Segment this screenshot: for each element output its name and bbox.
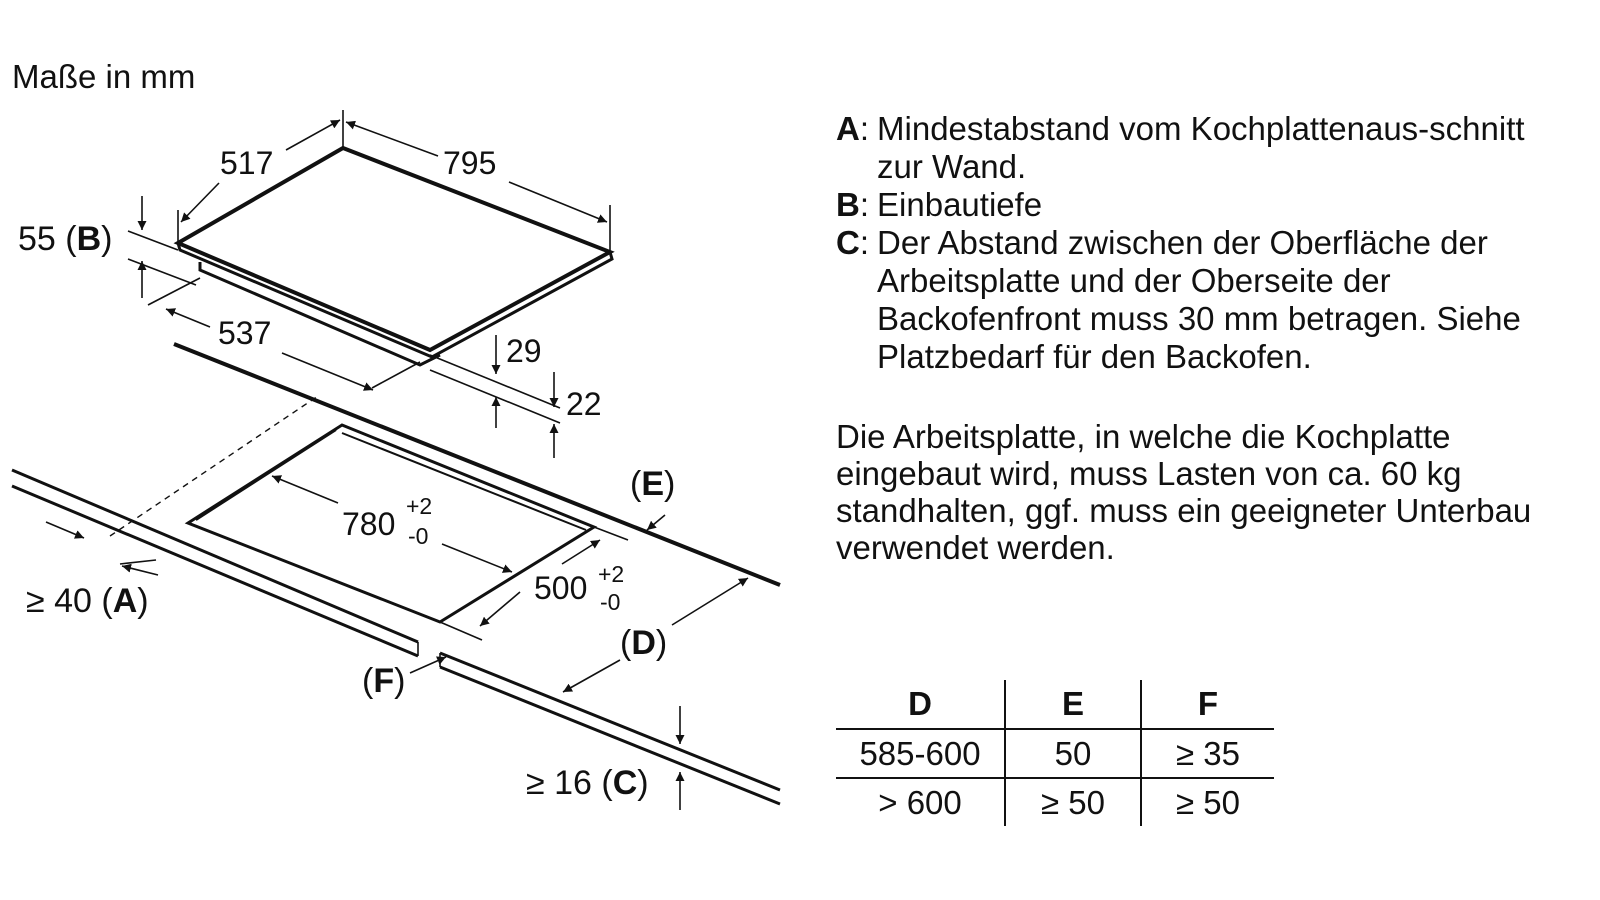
dim-c-open-paren: ( [591,764,613,802]
dim-517-label: 517 [220,145,274,181]
worktop-back-edge [174,344,780,585]
dim-c-label [526,764,649,802]
legend-key: C [836,224,860,261]
table-header-d: D [836,680,1005,729]
dim-a-label [26,582,149,620]
dim-55-open-paren: ( [55,220,77,258]
dim-e-close-paren: ) [664,465,676,503]
dim-55-label [18,220,113,258]
table-cell: 50 [1005,729,1141,778]
table-cell: > 600 [836,778,1005,826]
dim-e [647,515,665,530]
table-row [836,729,1274,778]
units-label: Maße in mm [12,58,196,95]
dim-22-label: 22 [566,386,602,422]
dim-500-tol-plus: +2 [598,561,625,587]
wall-reference-dashed [110,396,318,536]
dim-f-close-paren: ) [394,662,406,700]
dim-780-tol-minus: -0 [408,523,429,549]
dim-a-open-paren: ( [91,582,113,620]
dim-500-value: 500 [534,570,588,606]
dim-500-label [534,570,587,606]
dim-55-close-paren: ) [101,220,113,258]
worktop-drawing [12,344,780,804]
dim-d-close-paren: ) [655,624,668,662]
legend-key: B [836,186,860,223]
legend-item-a [836,110,1576,186]
clearance-table [836,680,1274,826]
dim-f-open-paren: ( [362,662,374,700]
legend-text: Der Abstand zwischen der Oberfläche der Arbeitsplatte und der Oberseite der Backofenfront muss 30 mm betragen. Siehe Platzbedarf für den Backofen. [877,224,1521,375]
legend-colon: : [859,110,870,147]
legend-colon: : [859,186,870,223]
dim-d-label [620,624,667,662]
dim-a [46,522,158,575]
table-cell: ≥ 35 [1141,729,1274,778]
dim-55-value: 55 [18,220,56,258]
dim-780-label [342,506,395,542]
dim-a-close-paren: ) [137,582,149,620]
legend-colon: : [859,224,870,261]
dim-c-close-paren: ) [637,764,649,802]
dim-e-key: E [641,465,665,503]
cutout-inner-edge-left [196,430,336,520]
load-note: Die Arbeitsplatte, in welche die Kochplatte eingebaut wird, muss Lasten von ca. 60 kg standhalten, ggf. muss ein geeigneter Unterbau verwendet werden. [836,418,1532,566]
dim-a-value: ≥ 40 [26,582,92,620]
legend-item-b [836,186,1576,224]
legend-key: A [836,110,860,147]
table-cell: 585-600 [836,729,1005,778]
dim-f-label [362,662,405,700]
table-cell: ≥ 50 [1176,783,1240,821]
legend [836,110,1576,376]
dim-d-key: D [631,624,656,662]
dim-c-value: ≥ 16 [526,764,592,802]
legend-text: Einbautiefe [877,186,1043,223]
dim-780-tol-plus: +2 [406,493,433,519]
dim-29-label: 29 [506,333,542,369]
dim-a-key: A [112,582,138,620]
table-header-f: F [1141,680,1274,729]
dim-c-key: C [612,764,638,802]
dim-795-label: 795 [443,145,497,181]
dim-500-tol-minus: -0 [600,589,621,615]
dim-795 [346,122,610,252]
dim-55-key: B [76,220,102,258]
table-row [836,778,1274,826]
table-header-e: E [1005,680,1141,729]
table-header-row [836,680,1274,729]
table-cell: ≥ 50 [1005,778,1141,826]
dim-780-value: 780 [342,506,396,542]
dim-f-key: F [373,662,395,700]
legend-item-c [836,224,1576,376]
dim-537-label: 537 [218,315,272,351]
dim-e-open-paren: ( [630,465,642,503]
dim-d-open-paren: ( [620,624,632,662]
legend-text: Mindestabstand vom Kochplattenaus-schnitt zur Wand. [877,110,1525,185]
dim-e-label [630,465,675,503]
